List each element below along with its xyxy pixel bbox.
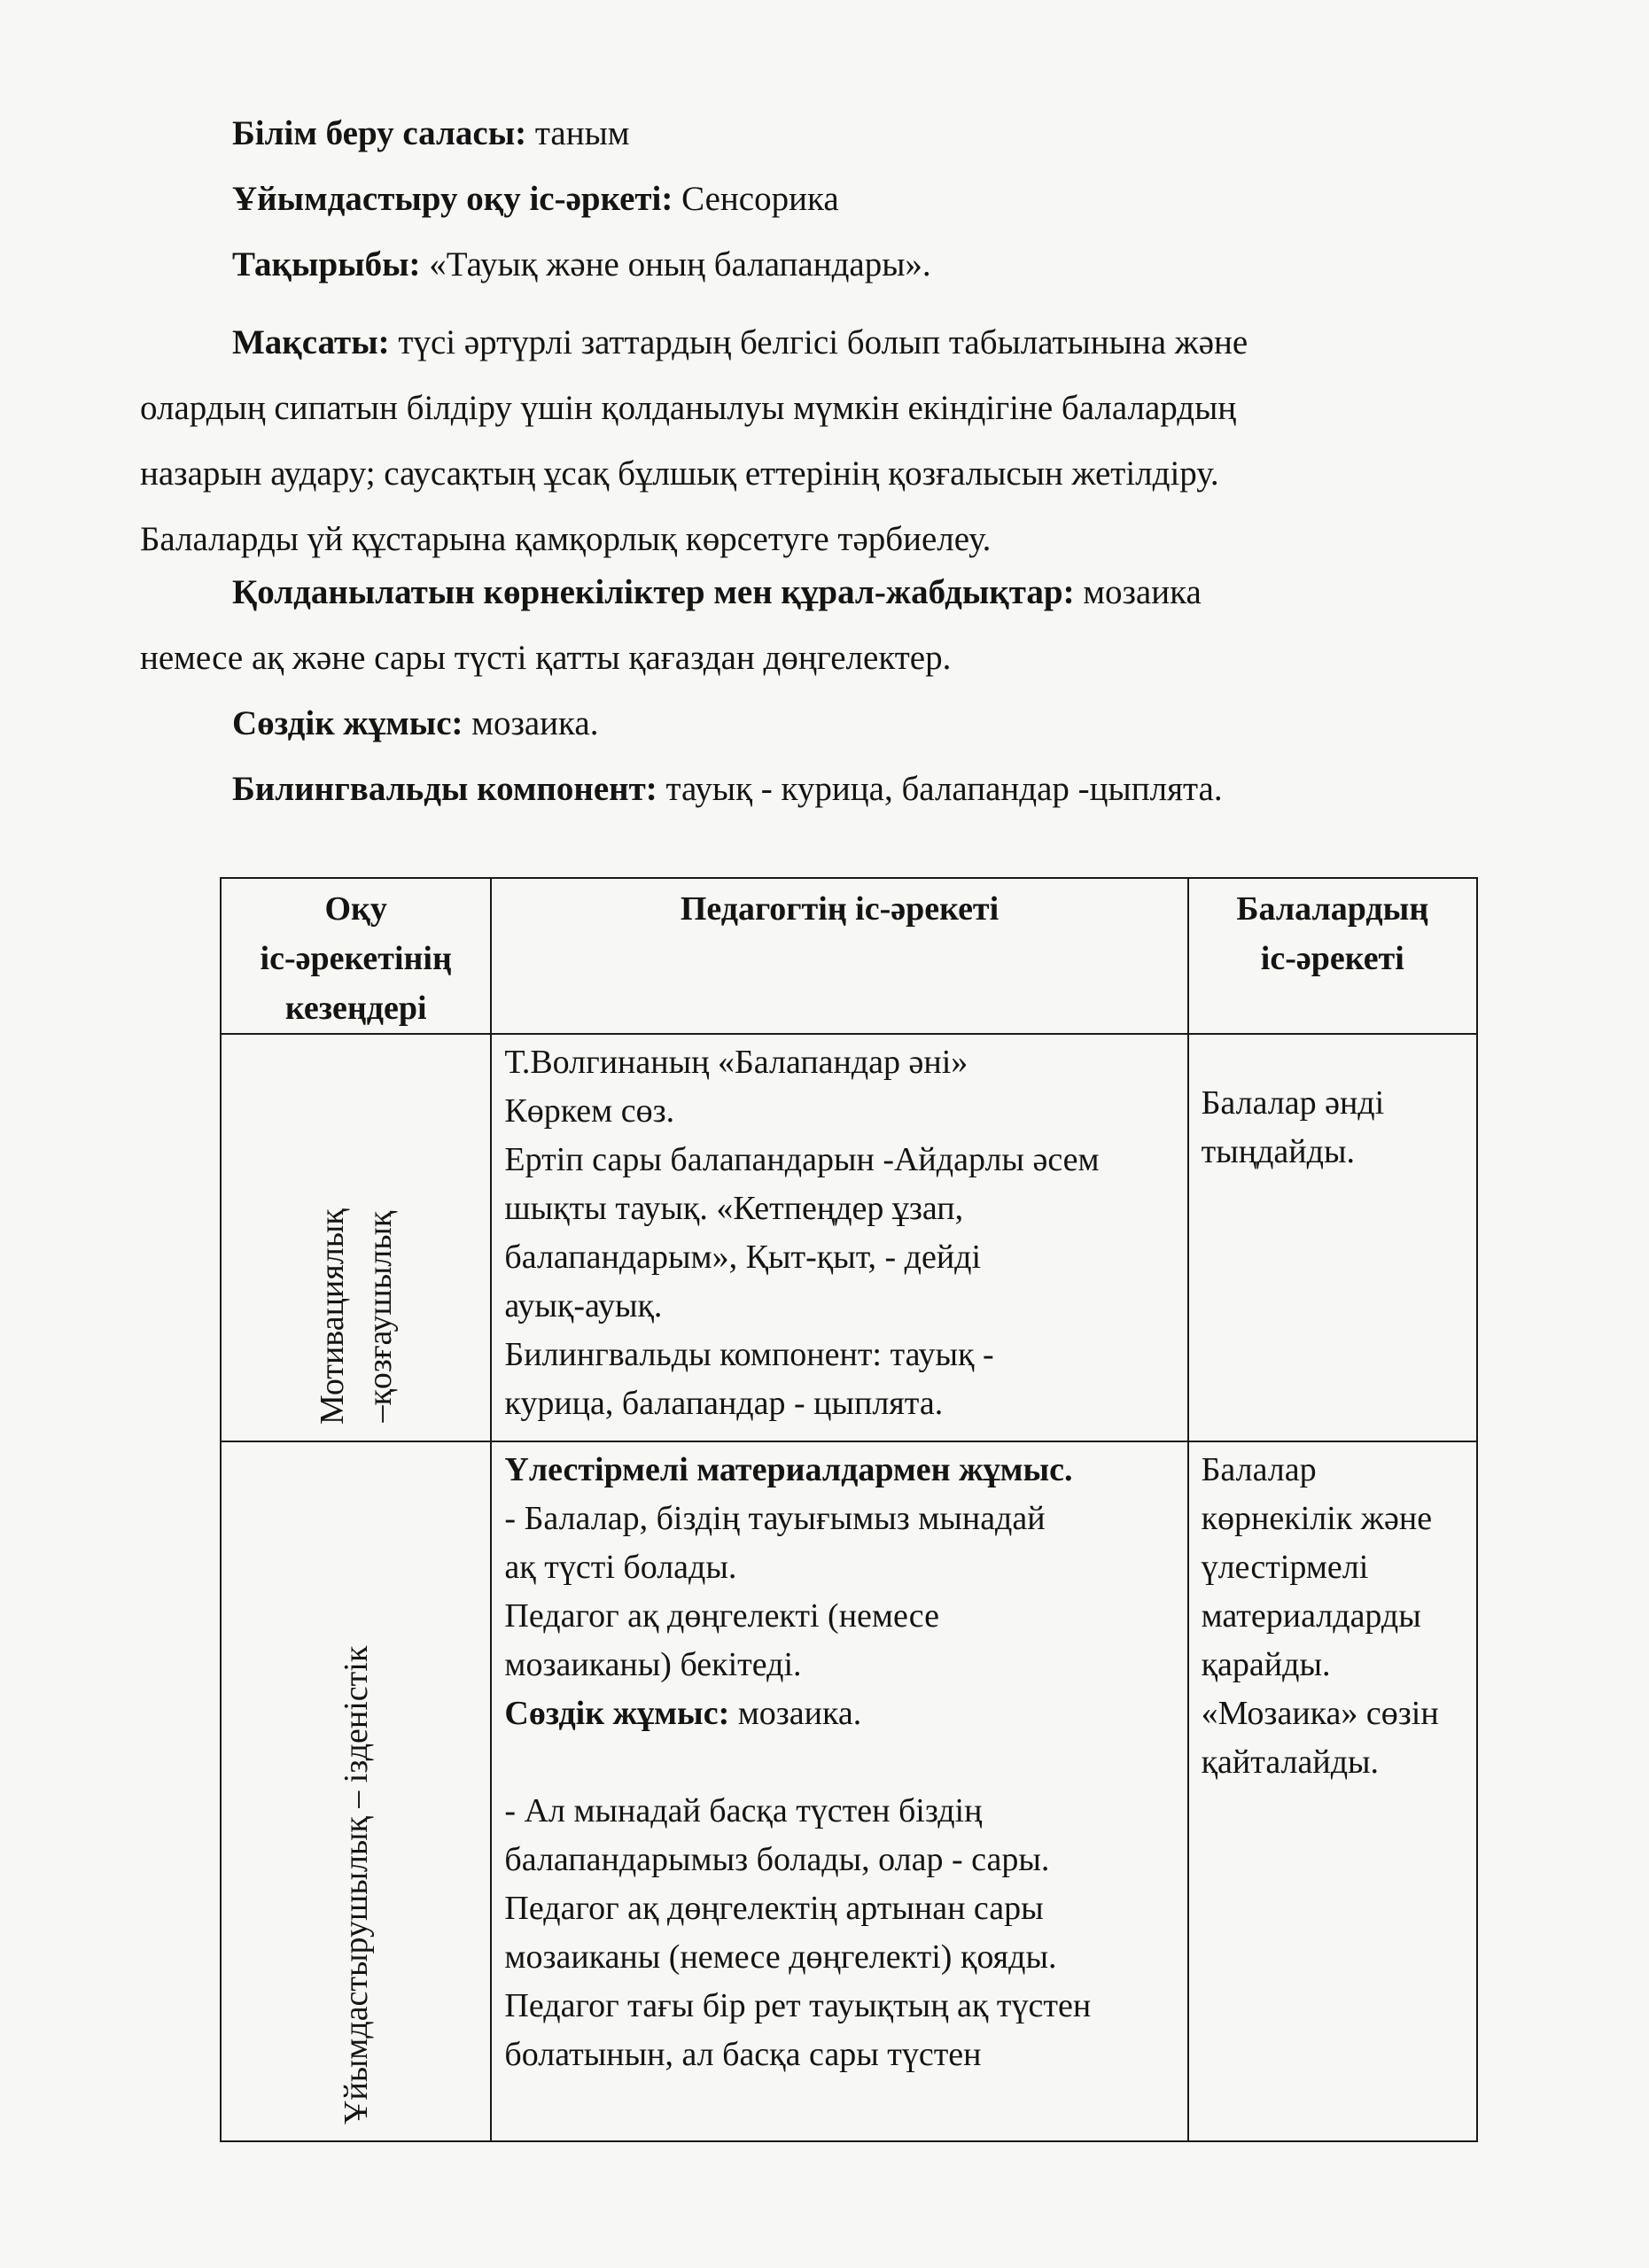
- activity-label: Ұйымдастыру оқу іс-әркеті:: [232, 180, 673, 218]
- vocabulary-label: Сөздік жұмыс:: [232, 704, 463, 742]
- kids-organization-line: материалдарды: [1201, 1597, 1421, 1635]
- teacher-organization-line: мозаиканы (немесе дөңгелекті) қояды.: [504, 1938, 1057, 1976]
- kids-organization-line: көрнекілік және: [1201, 1500, 1433, 1537]
- teacher-cell-motivation: [491, 1034, 1187, 1441]
- kids-motivation-line: Балалар әнді: [1201, 1084, 1385, 1122]
- materials-text-1: мозаика: [1074, 573, 1202, 611]
- kids-organization-line: үлестірмелі: [1201, 1549, 1369, 1586]
- stage-label-organization: Ұйымдастырушылық – ізденістік: [337, 1645, 375, 2124]
- teacher-organization-line: Педагог ақ дөңгелектің артынан сары: [504, 1890, 1044, 1927]
- teacher-organization-line: балапандарымыз болады, олар - сары.: [504, 1841, 1050, 1878]
- vocabulary-row-value: мозаика.: [729, 1695, 862, 1732]
- activity-line: [232, 179, 839, 219]
- materials-text-2: немесе ақ және сары түсті қатты қағаздан дөңгелектер.: [140, 639, 952, 677]
- kids-text-motivation: [1189, 1035, 1476, 1182]
- stage-motivation-line-2: –қозғаушылық: [361, 1210, 399, 1423]
- bilingual-value: тауық - курица, балапандар -цыплята.: [657, 770, 1223, 808]
- kids-motivation-line: тыңдайды.: [1201, 1133, 1355, 1170]
- vocabulary-row-line: [504, 1689, 1174, 1738]
- field-label: Білім беру саласы:: [232, 114, 527, 152]
- kids-organization-line: Балалар: [1201, 1451, 1317, 1488]
- stage-cell-organization: [221, 1441, 491, 2141]
- bilingual-line: [232, 769, 1223, 809]
- activity-value: Сенсорика: [673, 180, 839, 218]
- goal-text-1: түсі әртүрлі заттардың белгісі болып табылатынына және: [389, 323, 1248, 361]
- header-stage-line-3: кезеңдері: [284, 990, 427, 1027]
- kids-cell-organization: [1188, 1441, 1477, 2141]
- goal-text-4: Балаларды үй құстарына қамқорлық көрсетуге тәрбиелеу.: [140, 520, 992, 558]
- teacher-motivation-line: Билингвальды компонент: тауық -: [504, 1336, 994, 1373]
- topic-value: «Тауық және оның балапандары».: [420, 245, 931, 284]
- teacher-motivation-line: Т.Волгинаның «Балапандар әні»: [504, 1044, 968, 1081]
- materials-label: Қолданылатын көрнекіліктер мен құрал-жабдықтар:: [232, 573, 1075, 611]
- teacher-organization-line: Педагог тағы бір рет тауықтың ақ түстен: [504, 1987, 1092, 2024]
- teacher-organization-line: Педагог ақ дөңгелекті (немесе: [504, 1597, 939, 1635]
- header-teacher: [491, 878, 1187, 1034]
- teacher-organization-line: - Балалар, біздің тауығымыз мынадай: [504, 1500, 1046, 1537]
- stage-motivation-line-1: Мотивациялық: [313, 1208, 351, 1425]
- kids-organization-line: қайталайды.: [1201, 1744, 1380, 1781]
- header-stage: [221, 878, 491, 1034]
- vocabulary-line: [232, 703, 598, 743]
- teacher-organization-line: - Ал мынадай басқа түстен біздің: [504, 1792, 983, 1829]
- stage-label-motivation: [308, 1208, 404, 1425]
- kids-cell-motivation: [1188, 1034, 1477, 1441]
- header-stage-line-1: Оқу: [324, 890, 387, 928]
- goal-text-3: назарын аудару; саусақтың ұсақ бұлшық еттерінің қозғалысын жетілдіру.: [140, 454, 1219, 493]
- kids-organization-line: «Мозаика» сөзін: [1201, 1695, 1439, 1732]
- header-stage-line-2: іс-әрекетінің: [260, 940, 452, 977]
- handout-work-heading: Үлестірмелі материалдармен жұмыс.: [504, 1451, 1073, 1488]
- teacher-motivation-line: курица, балапандар - цыплята.: [504, 1385, 944, 1422]
- teacher-motivation-line: балапандарым», Қыт-қыт, - дейді: [504, 1239, 982, 1276]
- header-kids-line-1: Балалардың: [1236, 890, 1429, 928]
- blank-line: [504, 1738, 1174, 1787]
- table-row-motivation: [221, 1034, 1477, 1441]
- teacher-motivation-line: Көркем сөз.: [504, 1092, 675, 1130]
- teacher-text-motivation: [492, 1035, 1186, 1433]
- field-value: таным: [526, 114, 630, 152]
- table-row-organization: [221, 1441, 1477, 2141]
- stage-cell-motivation: [221, 1034, 491, 1441]
- lesson-table: [220, 877, 1478, 2142]
- goal-line-1: [232, 310, 1248, 376]
- teacher-cell-organization: [491, 1441, 1187, 2141]
- goal-label: Мақсаты:: [232, 323, 390, 361]
- teacher-organization-line: болатынын, ал басқа сары түстен: [504, 2036, 982, 2073]
- vocabulary-row-label: Сөздік жұмыс:: [504, 1695, 730, 1732]
- topic-line: [232, 245, 931, 284]
- kids-text-organization: [1189, 1442, 1476, 1792]
- kids-organization-line: қарайды.: [1201, 1646, 1331, 1683]
- header-kids-line-2: іс-әрекеті: [1260, 940, 1404, 977]
- header-teacher-label: Педагогтің іс-әрекеті: [680, 890, 1000, 928]
- teacher-motivation-line: шықты тауық. «Кетпеңдер ұзап,: [504, 1190, 964, 1227]
- table-header-row: [221, 878, 1477, 1034]
- goal-text-2: олардың сипатын білдіру үшін қолданылуы мүмкін екіндігіне балалардың: [140, 389, 1237, 427]
- teacher-organization-line: мозаиканы) бекітеді.: [504, 1646, 802, 1683]
- vocabulary-value: мозаика.: [463, 704, 599, 742]
- materials-line-1: [232, 572, 1202, 612]
- teacher-text-organization: [492, 1442, 1186, 2085]
- teacher-organization-line: ақ түсті болады.: [504, 1549, 737, 1586]
- header-kids: [1188, 878, 1477, 1034]
- teacher-motivation-line: ауық-ауық.: [504, 1287, 663, 1324]
- field-line: [232, 113, 629, 153]
- teacher-motivation-line: Ертіп сары балапандарын -Айдарлы әсем: [504, 1141, 1100, 1178]
- bilingual-label: Билингвальды компонент:: [232, 770, 657, 808]
- topic-label: Тақырыбы:: [232, 245, 421, 284]
